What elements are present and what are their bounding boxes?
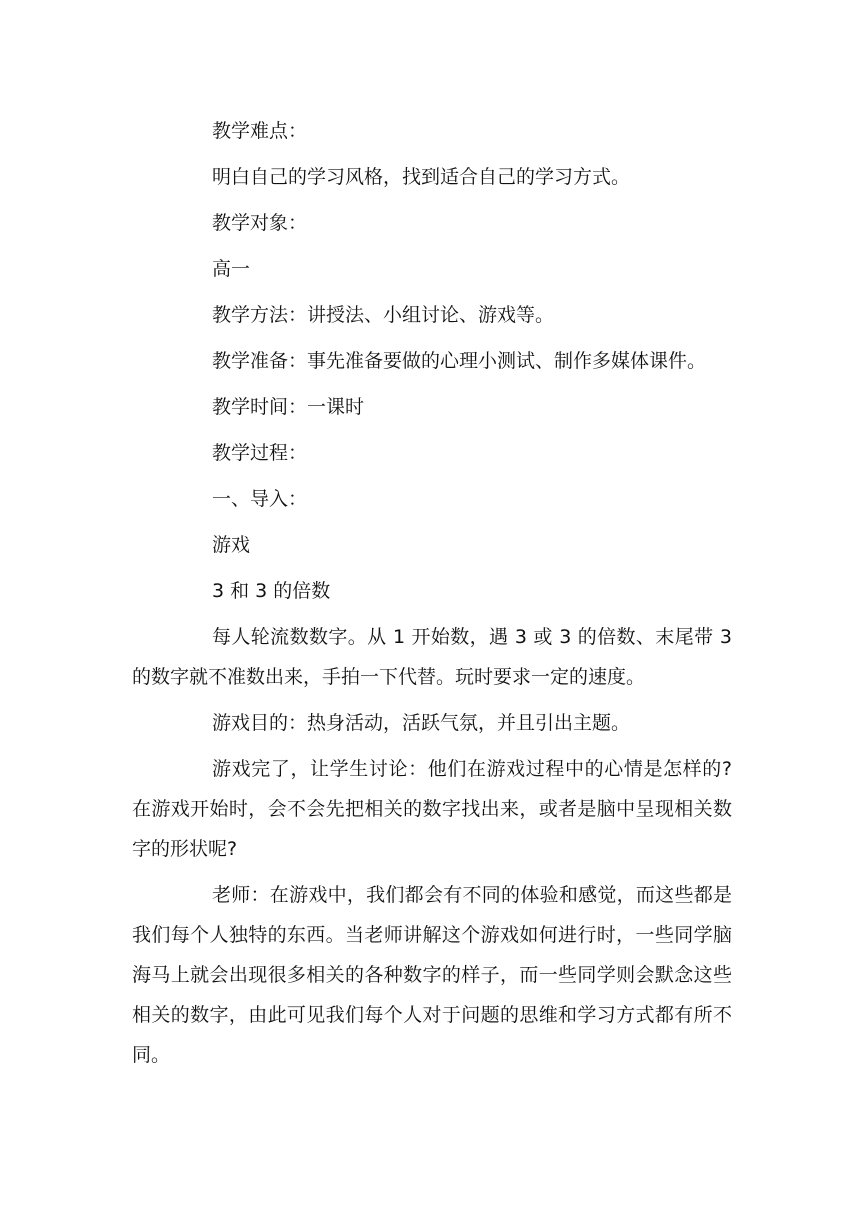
teaching-difficulty-text: 明白自己的学习风格，找到适合自己的学习方式。 bbox=[212, 166, 631, 188]
heading-teaching-difficulty: 教学难点： bbox=[212, 120, 308, 142]
document-body bbox=[132, 108, 732, 1078]
teaching-target-text: 高一 bbox=[212, 258, 251, 280]
game-title: 3 和 3 的倍数 bbox=[212, 580, 331, 602]
game-rules-paragraph: 每人轮流数数字。从 1 开始数，遇 3 或 3 的倍数、末尾带 3 的数字就不准数出来，手拍一下代替。玩时要求一定的速度。 bbox=[132, 626, 732, 688]
heading-teaching-process: 教学过程： bbox=[212, 442, 308, 464]
heading-teaching-target: 教学对象： bbox=[212, 212, 308, 234]
discussion-paragraph: 游戏完了，让学生讨论：他们在游戏过程中的心情是怎样的?在游戏开始时，会不会先把相关的数字找出来，或者是脑中呈现相关数字的形状呢? bbox=[132, 758, 732, 860]
game-purpose-paragraph: 游戏目的：热身活动，活跃气氛，并且引出主题。 bbox=[212, 712, 631, 734]
section-introduction-heading: 一、导入： bbox=[212, 488, 308, 510]
teaching-time-text: 教学时间：一课时 bbox=[212, 396, 365, 418]
game-label: 游戏 bbox=[212, 534, 251, 556]
teaching-method-text: 教学方法：讲授法、小组讨论、游戏等。 bbox=[212, 304, 555, 326]
teacher-paragraph: 老师：在游戏中，我们都会有不同的体验和感觉，而这些都是我们每个人独特的东西。当老师讲解这个游戏如何进行时，一些同学脑海马上就会出现很多相关的各种数字的样子，而一些同学则会默念这些相关的数字，由此可见我们每个人对于问题的思维和学习方式都有所不同。 bbox=[132, 884, 732, 1066]
teaching-preparation-text: 教学准备：事先准备要做的心理小测试、制作多媒体课件。 bbox=[212, 350, 707, 372]
